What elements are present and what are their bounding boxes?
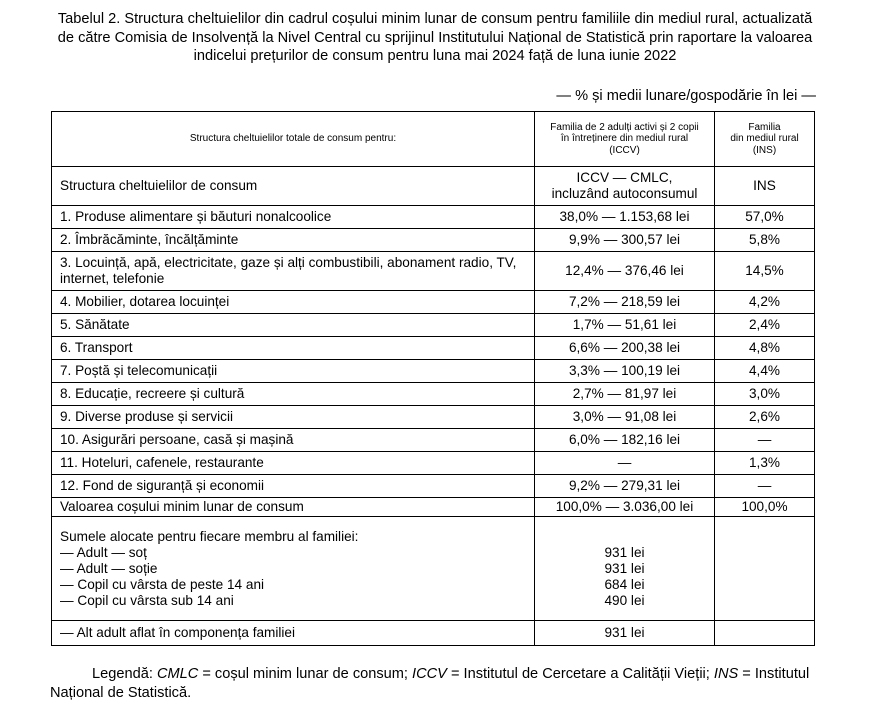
row-label: 7. Poștă și telecomunicații [52,360,535,383]
members-values [535,517,715,621]
header-col-iccv [535,112,715,167]
member-value: 931 lei [604,544,645,560]
row-label: 5. Sănătate [52,314,535,337]
row-label: 11. Hoteluri, cafenele, restaurante [52,452,535,475]
other-adult-value: 931 lei [535,621,715,646]
members-heading: Sumele alocate pentru fiecare membru al familiei: [60,528,359,544]
row-label: 2. Îmbrăcăminte, încălțăminte [52,229,535,252]
row-label: 6. Transport [52,337,535,360]
members-row [52,517,815,621]
row-label: 10. Asigurări persoane, casă și mașină [52,429,535,452]
row-iccv-value: 12,4% — 376,46 lei [535,252,715,291]
row-ins-value: 14,5% [715,252,815,291]
row-label: 1. Produse alimentare și băuturi nonalcoolice [52,206,535,229]
total-label: Valoarea coșului minim lunar de consum [52,498,535,517]
member-value: 490 lei [604,592,645,608]
table-row [52,252,815,291]
row-iccv-value: 1,7% — 51,61 lei [535,314,715,337]
expense-structure-table [51,111,815,646]
row-ins-value: 3,0% [715,383,815,406]
legend-abbr-iccv: ICCV [412,666,447,682]
total-row [52,498,815,517]
members-labels [52,517,535,621]
table-row [52,475,815,498]
legend-def-ins: = Institutul Național de Statistică. [50,666,810,701]
member-label: — Copil cu vârsta de peste 14 ani [60,576,265,592]
table-header-row [52,112,815,167]
table-row [52,314,815,337]
other-adult-row [52,621,815,646]
header-iccv-line: Familia de 2 adulți activi și 2 copii [550,121,699,133]
row-iccv-value: 9,2% — 279,31 lei [535,475,715,498]
table-row [52,360,815,383]
header-col-ins [715,112,815,167]
header-ins-line: din mediul rural [730,133,799,145]
row-label: 3. Locuință, apă, electricitate, gaze și alți combustibili, abonament radio, TV, internet, telefonie [52,252,535,291]
row-iccv-value: 2,7% — 81,97 lei [535,383,715,406]
member-label: — Copil cu vârsta sub 14 ani [60,592,234,608]
table-row [52,383,815,406]
unit-note: — % și medii lunare/gospodărie în lei — [556,88,816,104]
other-adult-label: — Alt adult aflat în componența familiei [52,621,535,646]
row-ins-value: 2,4% [715,314,815,337]
total-ins-value: 100,0% [715,498,815,517]
legend-def-cmlc: = coșul minim lunar de consum; [198,666,413,682]
row-ins-value: 5,8% [715,229,815,252]
table-row [52,337,815,360]
row-ins-value: 1,3% [715,452,815,475]
row-iccv-value: 6,6% — 200,38 lei [535,337,715,360]
legend-prefix: Legendă: [92,666,157,682]
row-ins-value: — [715,429,815,452]
legend-text [50,665,820,702]
row-label: 8. Educație, recreere și cultură [52,383,535,406]
members-value-spacer [539,529,710,545]
legend-abbr-cmlc: CMLC [156,666,199,682]
subheader-iccv-line: ICCV — CMLC, [576,170,673,185]
member-value: 931 lei [604,560,645,576]
row-iccv-value: 3,0% — 91,08 lei [535,406,715,429]
legend-abbr-ins: INS [713,666,739,682]
subheader-ins: INS [715,167,815,206]
row-ins-value: 4,4% [715,360,815,383]
member-value: 684 lei [604,576,645,592]
row-ins-value: 2,6% [715,406,815,429]
row-iccv-value: — [535,452,715,475]
row-iccv-value: 6,0% — 182,16 lei [535,429,715,452]
header-col-structure: Structura cheltuielilor totale de consum pentru: [52,112,535,167]
row-iccv-value: 38,0% — 1.153,68 lei [535,206,715,229]
row-ins-value: 4,8% [715,337,815,360]
table-row [52,206,815,229]
other-adult-ins-empty [715,621,815,646]
subheader-structure: Structura cheltuielilor de consum [52,167,535,206]
row-label: 12. Fond de siguranță și economii [52,475,535,498]
legend [50,665,820,702]
table-row [52,229,815,252]
header-ins-line: (INS) [752,144,777,156]
table-row [52,429,815,452]
total-iccv-value: 100,0% — 3.036,00 lei [535,498,715,517]
row-label: 9. Diverse produse și servicii [52,406,535,429]
subheader-iccv [535,167,715,206]
row-ins-value: 57,0% [715,206,815,229]
header-ins-line: Familia [748,121,781,133]
member-label: — Adult — soț [60,544,147,560]
row-iccv-value: 3,3% — 100,19 lei [535,360,715,383]
table-subheader-row [52,167,815,206]
table-row [52,406,815,429]
row-ins-value: — [715,475,815,498]
table-row [52,291,815,314]
member-label: — Adult — soție [60,560,158,576]
table-title: Tabelul 2. Structura cheltuielilor din cadrul coșului minim lunar de consum pentru familiile din mediul rural, actualizată de către Comisia de Insolvență la Nivel Central cu sprijinul Institutului Național de Statistică prin raportare la valoarea indicelui prețurilor de consum pentru luna mai 2024 față de luna iunie 2022 [57,11,813,64]
header-iccv-line: (ICCV) [609,144,640,156]
row-label: 4. Mobilier, dotarea locuinței [52,291,535,314]
table-row [52,452,815,475]
legend-def-iccv: = Institutul de Cercetare a Calității Vieții; [446,666,714,682]
row-iccv-value: 7,2% — 218,59 lei [535,291,715,314]
subheader-iccv-line: incluzând autoconsumul [551,186,698,201]
row-ins-value: 4,2% [715,291,815,314]
header-iccv-line: în întreținere din mediul rural [560,133,689,145]
members-ins-empty [715,517,815,621]
row-iccv-value: 9,9% — 300,57 lei [535,229,715,252]
